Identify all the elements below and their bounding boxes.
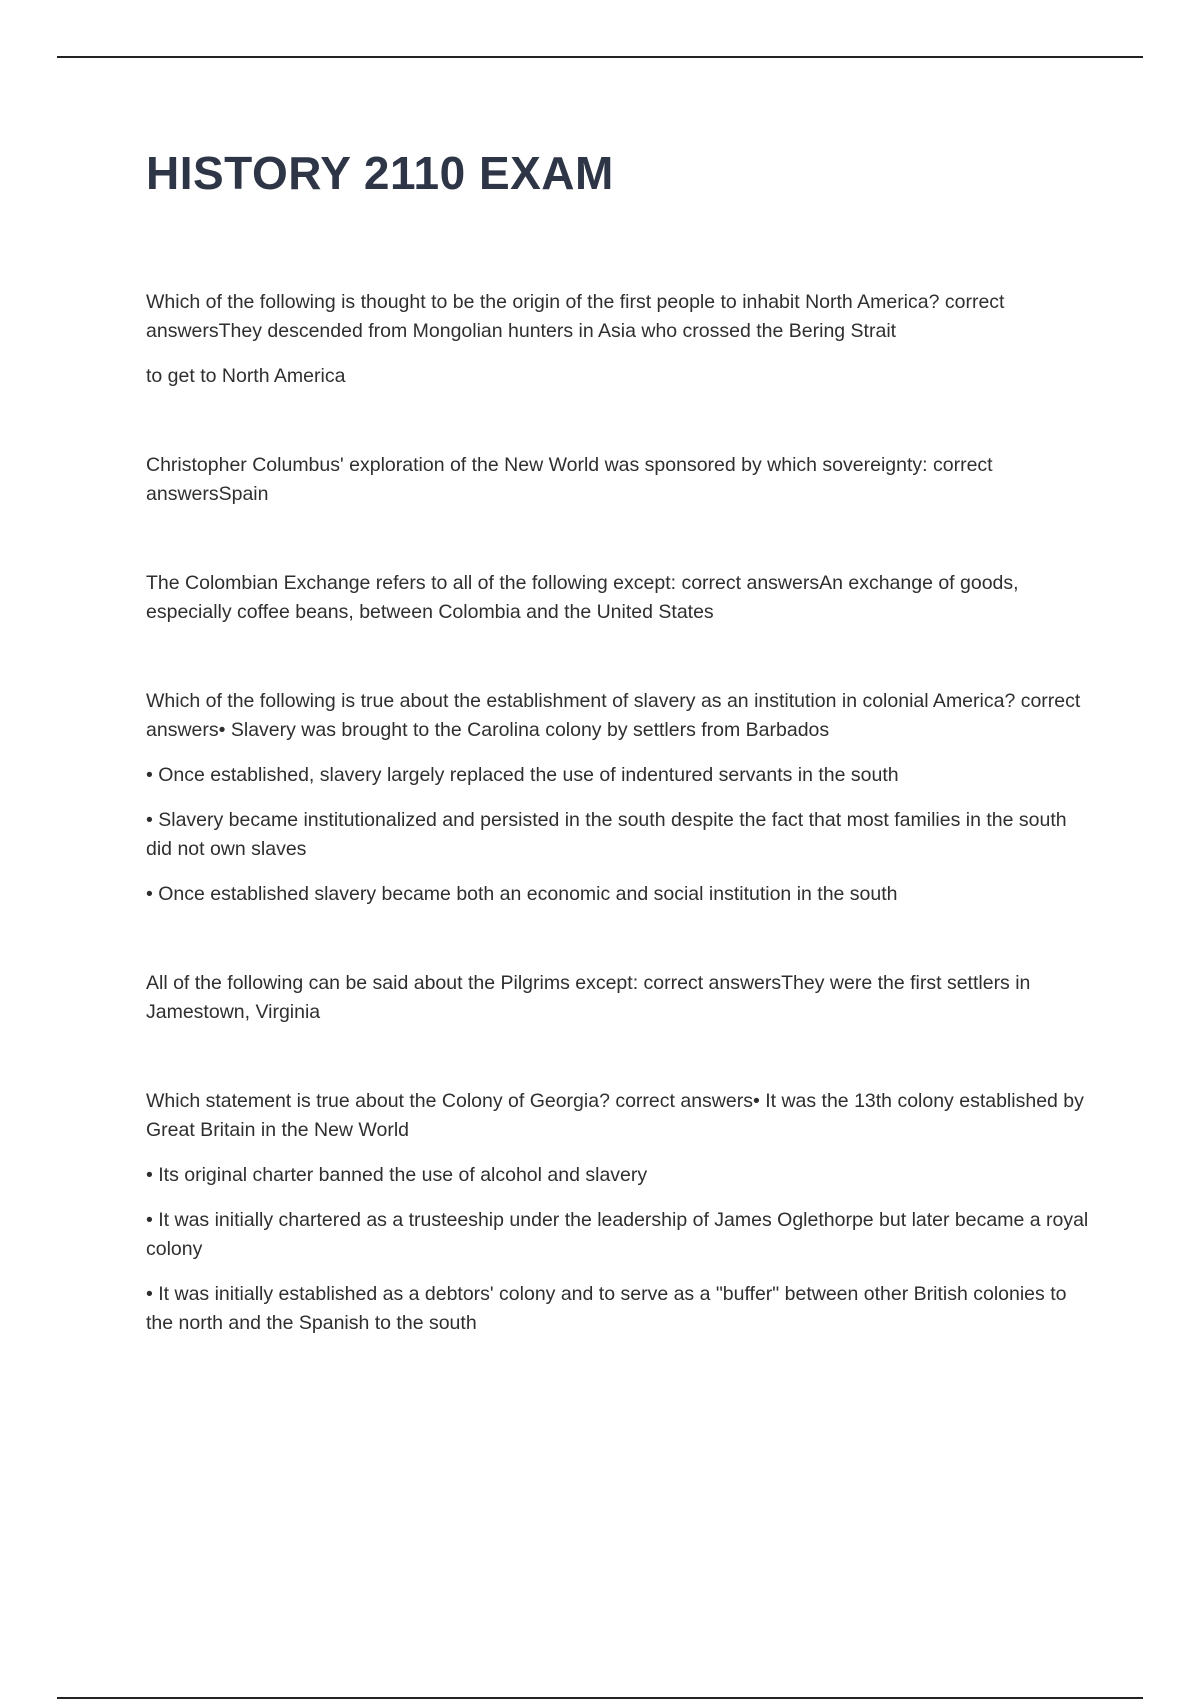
document-title: HISTORY 2110 EXAM xyxy=(146,147,614,199)
question-block-2 xyxy=(146,451,1096,509)
answer-bullet: • Slavery became institutionalized and persisted in the south despite the fact that most families in the south did not own slaves xyxy=(146,809,1067,860)
answer-continuation: to get to North America xyxy=(146,365,346,387)
question-text: All of the following can be said about the Pilgrims except: correct answersThey were the first settlers in Jamestown, Virginia xyxy=(146,972,1031,1023)
header-rule xyxy=(57,56,1143,58)
answer-bullet: • It was initially chartered as a trusteeship under the leadership of James Oglethorpe but later became a royal colony xyxy=(146,1209,1089,1260)
question-block-4 xyxy=(146,687,1096,909)
question-text: Which of the following is thought to be the origin of the first people to inhabit North America? correct answersThey descended from Mongolian hunters in Asia who crossed the Bering Strait xyxy=(146,291,1005,342)
question-block-1 xyxy=(146,288,1096,391)
question-block-6 xyxy=(146,1087,1096,1338)
question-text: Which statement is true about the Colony of Georgia? correct answers• It was the 13th colony established by Great Britain in the New World xyxy=(146,1090,1084,1141)
question-text: The Colombian Exchange refers to all of the following except: correct answersAn exchange of goods, especially coffee beans, between Colombia and the United States xyxy=(146,572,1019,623)
question-list xyxy=(146,288,1096,1398)
question-block-5 xyxy=(146,969,1096,1027)
answer-bullet: • Once established, slavery largely replaced the use of indentured servants in the south xyxy=(146,764,899,786)
answer-bullet: • Once established slavery became both an economic and social institution in the south xyxy=(146,883,898,905)
question-block-3 xyxy=(146,569,1096,627)
answer-bullet: • Its original charter banned the use of alcohol and slavery xyxy=(146,1164,648,1186)
footer-rule xyxy=(57,1697,1143,1699)
question-text: Christopher Columbus' exploration of the New World was sponsored by which sovereignty: correct answersSpain xyxy=(146,454,993,505)
answer-bullet: • It was initially established as a debtors' colony and to serve as a "buffer" between other British colonies to the north and the Spanish to the south xyxy=(146,1283,1067,1334)
question-text: Which of the following is true about the establishment of slavery as an institution in colonial America? correct answers• Slavery was brought to the Carolina colony by settlers from Barbados xyxy=(146,690,1081,741)
